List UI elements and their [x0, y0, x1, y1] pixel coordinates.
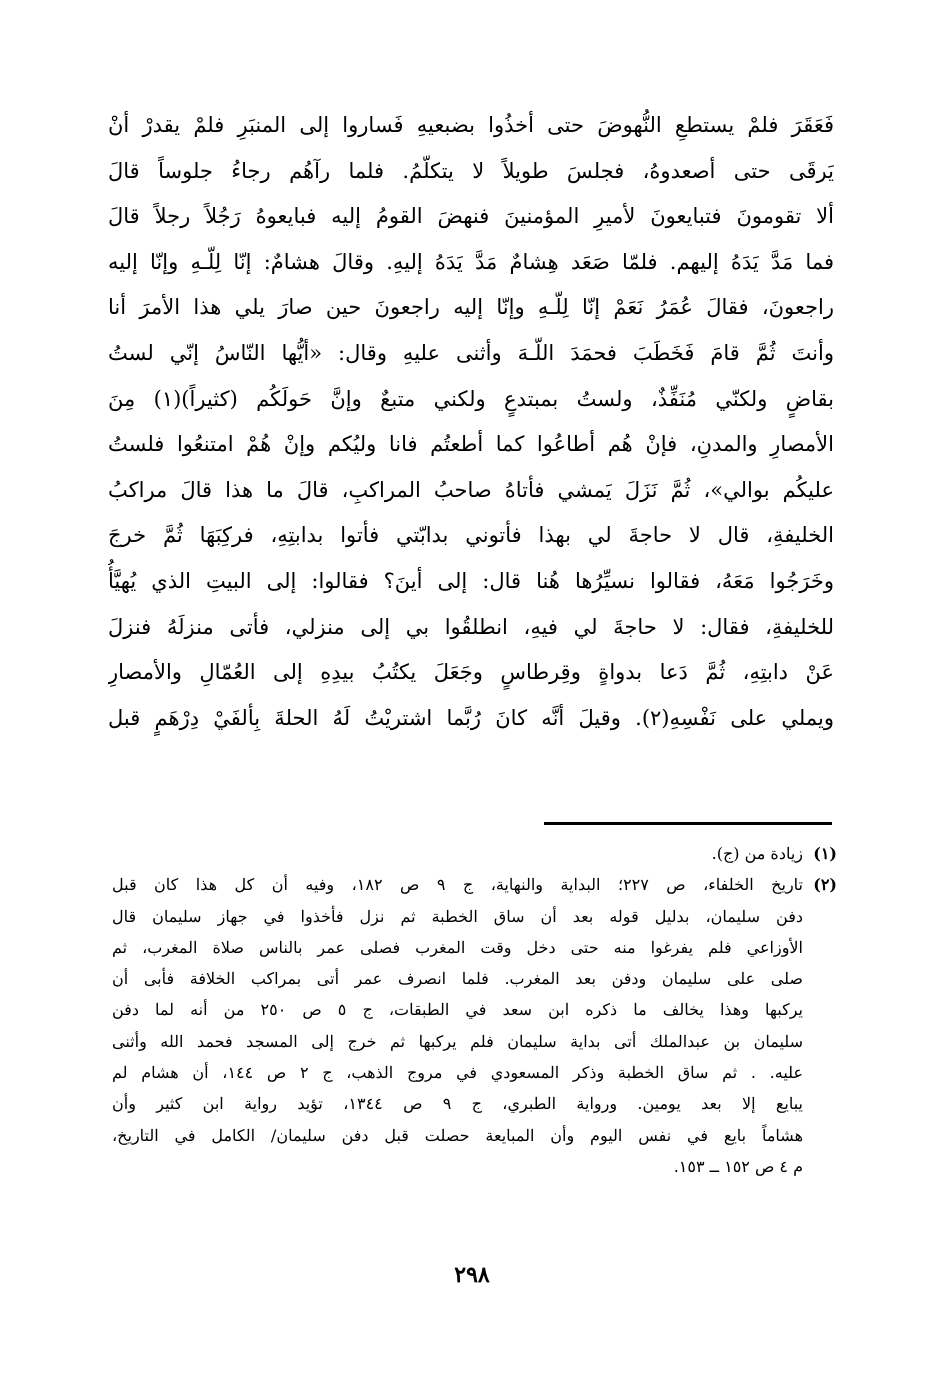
main-text-line-9: عليكُم بوالي»، ثُمَّ نَزَلَ يَمشي فأتاهُ صاحبُ المراكبِ، قالَ ما هذا قالَ مراكبُ [108, 477, 834, 502]
footnote-line: عليه. . ثم ساق الخطبة وذكر المسعودي في مروج الذهب، ج ٢ ص ١٤٤، أن هشام لم [112, 1063, 803, 1083]
footnote-line: م ٤ ص ١٥٢ ــ ١٥٣. [673, 1156, 803, 1176]
main-text-line-5: راجعونَ، فقالَ عُمَرُ نَعَمْ إنّا لِلّـهِ وإنّا إليه راجعونَ حين صارَ يلي هذا الأمرَ أنا [108, 295, 834, 320]
main-text-line-8: الأمصارِ والمدنِ، فإنْ هُم أطاعُوا كما أطعتُم فانا وليُكم وإنْ هُمْ امتنعُوا فلستُ [108, 432, 834, 457]
footnote-line: يبايع إلا بعد يومين. ورواية الطبري، ج ٩ ص ١٣٤٤، تؤيد رواية ابن كثير وأن [112, 1094, 803, 1114]
page-number: ٢٩٨ [454, 1262, 490, 1288]
main-text-line-1: فَعَقَرَ فلمْ يستطعِ النُّهوضَ حتى أخذُوا بضبعيهِ فَساروا إلى المنبَرِ فلمْ يقدرْ أنْ [108, 113, 834, 137]
footnote-line: دفن سليمان، بدليل قوله بعد أن ساق الخطبة ثم نزل فأخذوا في جهاز سليمان قال [112, 906, 803, 926]
main-text-line-6: وأنتَ ثُمَّ قامَ فَخَطَبَ فحمَدَ اللّـهَ وأثنى عليهِ وقال: «أيُّها النّاسُ إنّي لستُ [108, 340, 834, 365]
main-text-line-14: ويملي على نَفْسِهِ(٢). وقيلَ أنَّه كانَ رُبَّما اشتريْتُ لَهُ الحلةَ بِألفَيْ دِرْهَمٍ قبل [108, 705, 834, 730]
footnote-line: يركبها وهذا يخالف ما ذكره ابن سعد في الطبقات، ج ٥ ص ٢٥٠ من أنه لما دفن [112, 1000, 803, 1020]
footnote-line: سليمان بن عبدالملك أتى بداية سليمان فلم يركبها ثم خرج إلى المسجد فحمد الله وأثنى [112, 1031, 803, 1051]
footnote-marker: (٢) [813, 875, 837, 895]
footnote-marker: (١) [813, 844, 837, 863]
footnote-1 [112, 838, 837, 869]
main-text-line-2: يَرقَى حتى أصعدوهُ، فجلسَ طويلاً لا يتكلّمُ. فلما رآهُم رجاءُ جلوساً قالَ [108, 158, 834, 183]
footnote-separator [544, 822, 832, 825]
main-text-line-12: للخليفةِ، فقال: لا حاجةَ لي فيهِ، انطلقُوا بي إلى منزلي، فأتى منزلَهُ فنزلَ [108, 614, 834, 639]
main-text-line-7: بقاضٍ ولكنّي مُنَفِّذٌ، ولستُ بمبتدعٍ ولكني متبعٌ وإنَّ حَولَكُم (كثيراً)(١) مِنَ [108, 386, 834, 411]
main-text-line-3: ألا تقومونَ فتبايعونَ لأميرِ المؤمنينَ فنهضَ القومُ إليه فبايعوهُ رَجُلاً رجلاً قالَ [108, 204, 834, 229]
footnote-line: زيادة من (ج). [711, 844, 803, 863]
main-text-line-11: وخَرَجُوا مَعَهُ، فقالوا نسيِّرُها هُنا قال: إلى أينَ؟ فقالوا: إلى البيتِ الذي يُهيَّأُ [108, 568, 834, 593]
footnote-line: تاريخ الخلفاء، ص ٢٢٧؛ البداية والنهاية، ج ٩ ص ١٨٢، وفيه أن كل هذا كان قبل [112, 875, 803, 895]
footnote-line: صلى على سليمان ودفن بعد المغرب. فلما انصرف عمر أتى بمراكب الخلافة فأبى أن [112, 969, 803, 989]
main-text [108, 103, 834, 741]
footnote-2 [112, 869, 837, 1182]
main-text-line-10: الخليفةِ، قال لا حاجةَ لي بهذا فأتوني بدابّتي فأتوا بدابتِهِ، فركِبَهَا ثُمَّ خرجَ [108, 523, 834, 548]
footnote-line: الأوزاعي فلم يفرغوا منه حتى دخل وقت المغرب فصلى عمر بالناس صلاة المغرب، ثم [112, 937, 803, 957]
footnotes [112, 838, 837, 1182]
footnote-line: هشاماً بايع في نفس اليوم وأن المبايعة حصلت قبل دفن سليمان/ الكامل في التاريخ، [112, 1125, 803, 1145]
main-text-line-13: عَنْ دابتِهِ، ثُمَّ دَعا بدواةٍ وقِرطاسٍ وجَعَلَ يكتُبُ بيدِهِ إلى العُمّالِ والأمصارِ [108, 660, 834, 685]
main-text-line-4: فما مَدَّ يَدَهُ إليهم. فلمّا صَعَد هِشامٌ مَدَّ يَدَهُ إليهِ. وقالَ هشامٌ: إنّا لِلّـهِ وإنّا إليه [108, 249, 834, 274]
